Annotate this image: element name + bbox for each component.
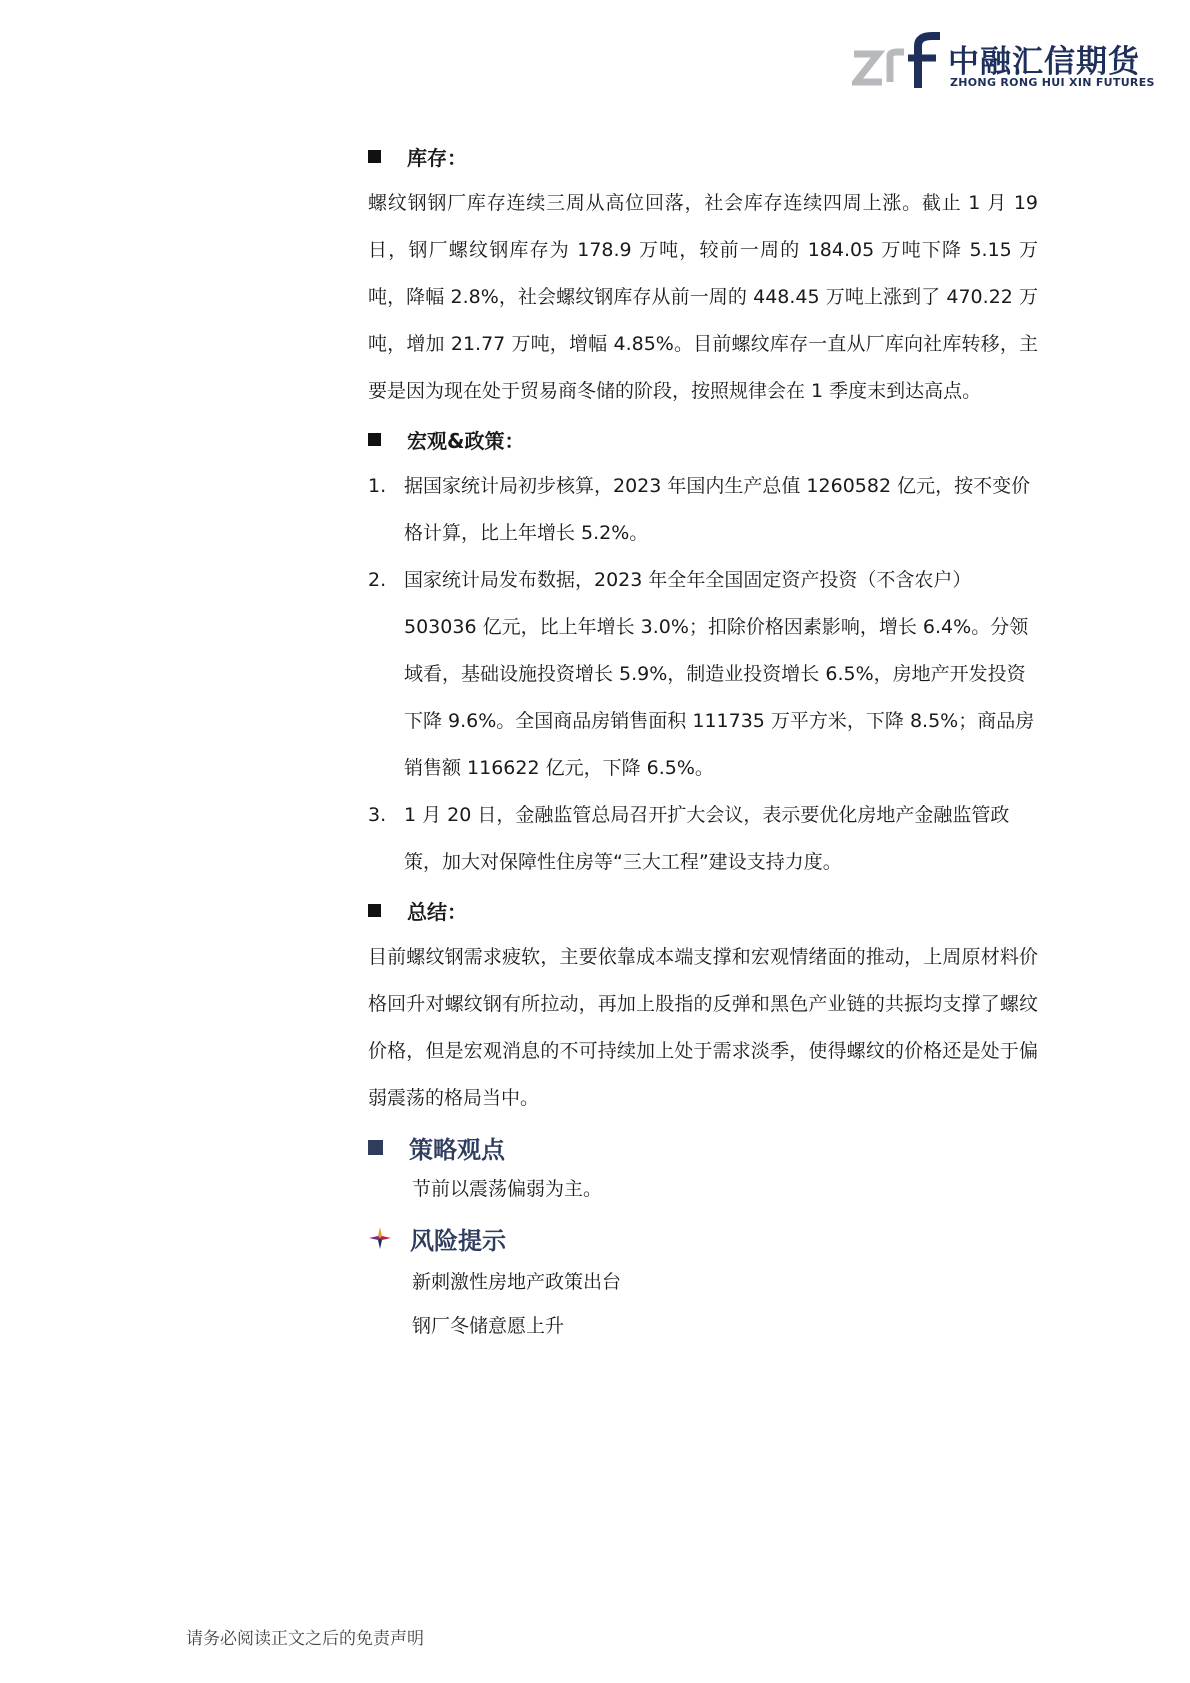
disclaimer-footer: 请务必阅读正文之后的免责声明 bbox=[186, 1629, 424, 1649]
square-bullet-icon bbox=[368, 150, 381, 163]
summary-paragraph: 目前螺纹钢需求疲软，主要依靠成本端支撑和宏观情绪面的推动，上周原材料价格回升对螺纹钢有所拉动，再加上股指的反弹和黑色产业链的共振均支撑了螺纹价格，但是宏观消息的不可持续加上处于需求淡季，使得螺纹的价格还是处于偏弱震荡的格局当中。 bbox=[368, 946, 1038, 1109]
risk-heading bbox=[368, 1216, 1038, 1260]
strategy-text: 节前以震荡偏弱为主。 bbox=[412, 1178, 603, 1200]
list-item bbox=[368, 557, 1038, 792]
summary-heading bbox=[368, 886, 1038, 934]
square-bullet-icon bbox=[368, 1140, 383, 1155]
list-item-text: 1 月 20 日，金融监管总局召开扩大会议，表示要优化房地产金融监管政策，加大对保障性住房等“三大工程”建设支持力度。 bbox=[404, 804, 1010, 873]
list-item-text: 据国家统计局初步核算，2023 年国内生产总值 1260582 亿元，按不变价格计算，比上年增长 5.2%。 bbox=[404, 475, 1031, 544]
list-item-number: 2. bbox=[368, 569, 387, 591]
list-item bbox=[368, 792, 1038, 886]
inventory-heading bbox=[368, 132, 1038, 180]
four-point-star-bullet-icon bbox=[368, 1226, 392, 1250]
list-item bbox=[368, 463, 1038, 557]
report-body bbox=[368, 132, 1038, 1348]
risk-section bbox=[368, 1216, 1038, 1348]
risk-item: 钢厂冬储意愿上升 bbox=[412, 1315, 565, 1337]
macro-heading bbox=[368, 415, 1038, 463]
strategy-heading-text: 策略观点 bbox=[409, 1135, 505, 1164]
list-item-number: 1. bbox=[368, 475, 387, 497]
strategy-heading bbox=[368, 1126, 1038, 1168]
risk-heading-text: 风险提示 bbox=[410, 1226, 506, 1255]
logo-name-cn: 中融汇信期货 bbox=[948, 44, 1140, 80]
zrf-logo-mark-icon bbox=[852, 32, 942, 90]
list-item-text: 国家统计局发布数据，2023 年全年全国固定资产投资（不含农户）503036 亿元，比上年增长 3.0%；扣除价格因素影响，增长 6.4%。分领域看，基础设施投资增长 5.9%，制造业投资增长 6.5%，房地产开发投资下降 9.6%。全国商品房销售面积 111735 万平方米，下降 8.5%；商品房销售额 116622 亿元，下降 6.5%。 bbox=[404, 569, 1035, 779]
macro-list bbox=[368, 463, 1038, 886]
list-item-number: 3. bbox=[368, 804, 387, 826]
inventory-paragraph: 螺纹钢钢厂库存连续三周从高位回落，社会库存连续四周上涨。截止 1 月 19 日，钢厂螺纹钢库存为 178.9 万吨，较前一周的 184.05 万吨下降 5.15 万吨，降幅 2.8%，社会螺纹钢库存从前一周的 448.45 万吨上涨到了 470.22 万吨，增加 21.77 万吨，增幅 4.85%。目前螺纹库存一直从厂库向社库转移，主要是因为现在处于贸易商冬储的阶段，按照规律会在 1 季度末到达高点。 bbox=[368, 192, 1038, 402]
square-bullet-icon bbox=[368, 904, 381, 917]
strategy-section bbox=[368, 1126, 1038, 1210]
company-logo bbox=[852, 30, 1155, 92]
square-bullet-icon bbox=[368, 433, 381, 446]
macro-heading-text: 宏观&政策： bbox=[407, 428, 525, 453]
risk-item: 新刺激性房地产政策出台 bbox=[412, 1271, 622, 1293]
summary-heading-text: 总结： bbox=[407, 899, 467, 924]
logo-name-en: ZHONG RONG HUI XIN FUTURES bbox=[950, 76, 1155, 89]
inventory-heading-text: 库存： bbox=[407, 145, 467, 170]
